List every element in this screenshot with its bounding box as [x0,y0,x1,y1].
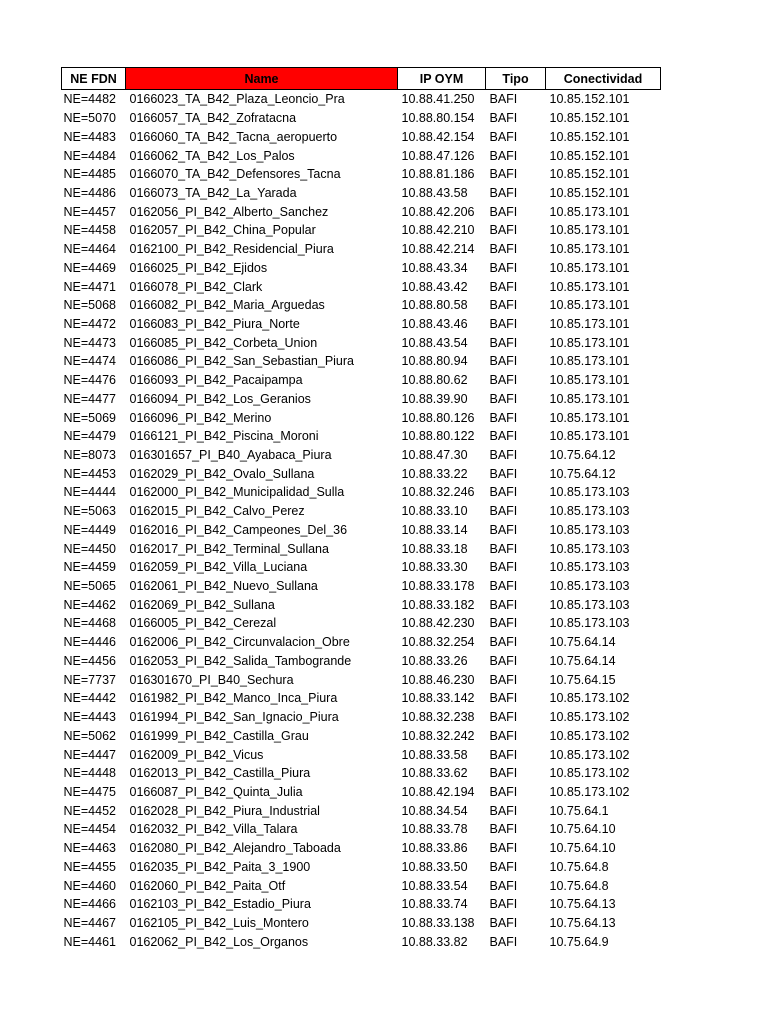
name-cell[interactable]: 0162060_PI_B42_Paita_Otf [129,878,286,893]
tipo-cell[interactable]: BAFI [489,579,518,594]
conectividad-cell[interactable]: 10.85.173.101 [549,298,630,313]
ip-oym-cell[interactable]: 10.88.80.122 [401,429,475,444]
table-row[interactable] [62,652,661,671]
ip-oym-cell[interactable]: 10.88.80.154 [401,111,475,126]
tipo-cell[interactable]: BAFI [489,859,518,874]
ip-oym-cell[interactable]: 10.88.33.58 [401,747,468,762]
ip-oym-cell[interactable]: 10.88.42.230 [401,616,475,631]
conectividad-cell[interactable]: 10.85.173.103 [549,560,630,575]
tipo-cell[interactable]: BAFI [489,335,518,350]
ne-fdn-cell[interactable]: NE=4455 [63,859,116,874]
tipo-cell[interactable]: BAFI [489,747,518,762]
tipo-cell[interactable]: BAFI [489,111,518,126]
conectividad-cell[interactable]: 10.85.173.103 [549,597,630,612]
conectividad-cell[interactable]: 10.75.64.13 [549,915,616,930]
conectividad-cell[interactable]: 10.85.173.102 [549,784,630,799]
ip-oym-cell[interactable]: 10.88.47.30 [401,448,468,463]
tipo-cell[interactable]: BAFI [489,148,518,163]
ip-oym-cell[interactable]: 10.88.33.22 [401,466,468,481]
name-cell[interactable]: 0162000_PI_B42_Municipalidad_Sulla [129,485,345,500]
ip-oym-cell[interactable]: 10.88.42.210 [401,223,475,238]
tipo-cell[interactable]: BAFI [489,298,518,313]
table-row[interactable] [62,764,661,783]
ne-fdn-cell[interactable]: NE=4475 [63,784,116,799]
name-cell[interactable]: 0166087_PI_B42_Quinta_Julia [129,784,303,799]
table-row[interactable] [62,801,661,820]
header-conectividad[interactable]: Conectividad [546,68,661,90]
conectividad-cell[interactable]: 10.85.152.101 [549,111,630,126]
name-cell[interactable]: 0162080_PI_B42_Alejandro_Taboada [129,841,341,856]
table-row[interactable] [62,708,661,727]
table-row[interactable] [62,839,661,858]
table-row[interactable] [62,221,661,240]
ip-oym-cell[interactable]: 10.88.46.230 [401,672,475,687]
ip-oym-cell[interactable]: 10.88.33.14 [401,522,468,537]
ip-oym-cell[interactable]: 10.88.42.214 [401,242,475,257]
table-header [62,68,661,90]
name-cell[interactable]: 0162056_PI_B42_Alberto_Sanchez [129,204,329,219]
header-ip-oym[interactable]: IP OYM [398,68,486,90]
ip-oym-cell[interactable]: 10.88.43.58 [401,185,468,200]
tipo-cell[interactable]: BAFI [489,204,518,219]
tipo-cell[interactable]: BAFI [489,185,518,200]
name-cell[interactable]: 0162103_PI_B42_Estadio_Piura [129,897,311,912]
ip-oym-cell[interactable]: 10.88.34.54 [401,803,468,818]
table-body [62,90,661,952]
ne-fdn-cell[interactable]: NE=4458 [63,223,116,238]
ne-fdn-cell[interactable]: NE=4459 [63,560,116,575]
tipo-cell[interactable]: BAFI [489,373,518,388]
ne-fdn-cell[interactable]: NE=4482 [63,92,116,107]
tipo-cell[interactable]: BAFI [489,410,518,425]
ne-fdn-cell[interactable]: NE=4473 [63,335,116,350]
conectividad-cell[interactable]: 10.85.173.103 [549,504,630,519]
ne-fdn-cell[interactable]: NE=4450 [63,541,116,556]
tipo-cell[interactable]: BAFI [489,728,518,743]
name-cell[interactable]: 0162017_PI_B42_Terminal_Sullana [129,541,329,556]
ne-fdn-cell[interactable]: NE=4449 [63,522,116,537]
name-cell[interactable]: 0162059_PI_B42_Villa_Luciana [129,560,308,575]
ip-oym-cell[interactable]: 10.88.80.126 [401,410,475,425]
conectividad-cell[interactable]: 10.75.64.9 [549,934,609,949]
tipo-cell[interactable]: BAFI [489,934,518,949]
ip-oym-cell[interactable]: 10.88.33.78 [401,822,468,837]
name-cell[interactable]: 0166083_PI_B42_Piura_Norte [129,316,300,331]
conectividad-cell[interactable]: 10.75.64.14 [549,635,616,650]
conectividad-cell[interactable]: 10.85.173.103 [549,579,630,594]
ne-fdn-cell[interactable]: NE=4466 [63,897,116,912]
table-row[interactable] [62,595,661,614]
ip-oym-cell[interactable]: 10.88.33.178 [401,579,475,594]
header-name[interactable]: Name [126,68,398,90]
conectividad-cell[interactable]: 10.85.173.101 [549,316,630,331]
header-tipo[interactable]: Tipo [486,68,546,90]
table-row[interactable] [62,202,661,221]
ne-fdn-cell[interactable]: NE=4476 [63,373,116,388]
table-row[interactable] [62,296,661,315]
ip-oym-cell[interactable]: 10.88.43.42 [401,279,468,294]
ne-fdn-cell[interactable]: NE=4461 [63,934,116,949]
table-row[interactable] [62,876,661,895]
ip-oym-cell[interactable]: 10.88.33.18 [401,541,468,556]
conectividad-cell[interactable]: 10.85.173.101 [549,242,630,257]
name-cell[interactable]: 0166086_PI_B42_San_Sebastian_Piura [129,354,354,369]
tipo-cell[interactable]: BAFI [489,597,518,612]
ip-oym-cell[interactable]: 10.88.33.54 [401,878,468,893]
tipo-cell[interactable]: BAFI [489,522,518,537]
name-cell[interactable]: 0166070_TA_B42_Defensores_Tacna [129,167,341,182]
table-row[interactable] [62,914,661,933]
ne-fdn-cell[interactable]: NE=5069 [63,410,116,425]
table-row[interactable] [62,502,661,521]
conectividad-cell[interactable]: 10.75.64.12 [549,448,616,463]
ip-oym-cell[interactable]: 10.88.41.250 [401,92,475,107]
conectividad-cell[interactable]: 10.75.64.10 [549,841,616,856]
ip-oym-cell[interactable]: 10.88.32.238 [401,710,475,725]
table-row[interactable] [62,820,661,839]
conectividad-cell[interactable]: 10.85.173.102 [549,710,630,725]
conectividad-cell[interactable]: 10.85.173.101 [549,279,630,294]
conectividad-cell[interactable]: 10.75.64.10 [549,822,616,837]
name-cell[interactable]: 0162035_PI_B42_Paita_3_1900 [129,859,311,874]
conectividad-cell[interactable]: 10.85.173.101 [549,223,630,238]
table-row[interactable] [62,745,661,764]
ip-oym-cell[interactable]: 10.88.43.34 [401,260,468,275]
ne-fdn-cell[interactable]: NE=4443 [63,710,116,725]
tipo-cell[interactable]: BAFI [489,354,518,369]
tipo-cell[interactable]: BAFI [489,223,518,238]
ip-oym-cell[interactable]: 10.88.42.154 [401,129,475,144]
name-cell[interactable]: 0166094_PI_B42_Los_Geranios [129,391,311,406]
name-cell[interactable]: 016301657_PI_B40_Ayabaca_Piura [129,448,332,463]
conectividad-cell[interactable]: 10.85.173.101 [549,373,630,388]
tipo-cell[interactable]: BAFI [489,167,518,182]
table-row[interactable] [62,390,661,409]
tipo-cell[interactable]: BAFI [489,391,518,406]
ne-fdn-cell[interactable]: NE=5063 [63,504,116,519]
ip-oym-cell[interactable]: 10.88.33.142 [401,691,475,706]
tipo-cell[interactable]: BAFI [489,915,518,930]
table-row[interactable] [62,726,661,745]
ne-fdn-cell[interactable]: NE=4474 [63,354,116,369]
ip-oym-cell[interactable]: 10.88.33.138 [401,915,475,930]
tipo-cell[interactable]: BAFI [489,672,518,687]
ne-fdn-cell[interactable]: NE=4456 [63,653,116,668]
header-ne-fdn[interactable]: NE FDN [62,68,126,90]
conectividad-cell[interactable]: 10.85.173.101 [549,204,630,219]
table-row[interactable] [62,165,661,184]
ne-fdn-cell[interactable]: NE=8073 [63,448,116,463]
ne-fdn-cell[interactable]: NE=4469 [63,260,116,275]
ne-fdn-cell[interactable]: NE=4454 [63,822,116,837]
table-row[interactable] [62,464,661,483]
conectividad-cell[interactable]: 10.85.152.101 [549,148,630,163]
table-row[interactable] [62,315,661,334]
conectividad-cell[interactable]: 10.75.64.13 [549,897,616,912]
table-row[interactable] [62,857,661,876]
name-cell[interactable]: 0162100_PI_B42_Residencial_Piura [129,242,334,257]
ip-oym-cell[interactable]: 10.88.39.90 [401,391,468,406]
table-row[interactable] [62,614,661,633]
ne-fdn-cell[interactable]: NE=4485 [63,167,116,182]
tipo-cell[interactable]: BAFI [489,485,518,500]
table-row[interactable] [62,446,661,465]
name-cell[interactable]: 0162013_PI_B42_Castilla_Piura [129,766,311,781]
conectividad-cell[interactable]: 10.75.64.1 [549,803,609,818]
name-cell[interactable]: 0162105_PI_B42_Luis_Montero [129,915,309,930]
tipo-cell[interactable]: BAFI [489,822,518,837]
conectividad-cell[interactable]: 10.85.173.103 [549,616,630,631]
ne-fdn-cell[interactable]: NE=4452 [63,803,116,818]
ne-fdn-cell[interactable]: NE=4457 [63,204,116,219]
tipo-cell[interactable]: BAFI [489,448,518,463]
tipo-cell[interactable]: BAFI [489,878,518,893]
ne-fdn-cell[interactable]: NE=4444 [63,485,116,500]
tipo-cell[interactable]: BAFI [489,691,518,706]
conectividad-cell[interactable]: 10.85.173.101 [549,335,630,350]
tipo-cell[interactable]: BAFI [489,803,518,818]
ip-oym-cell[interactable]: 10.88.43.46 [401,316,468,331]
conectividad-cell[interactable]: 10.75.64.8 [549,878,609,893]
tipo-cell[interactable]: BAFI [489,560,518,575]
ip-oym-cell[interactable]: 10.88.33.30 [401,560,468,575]
name-cell[interactable]: 016301670_PI_B40_Sechura [129,672,294,687]
table-row[interactable] [62,427,661,446]
conectividad-cell[interactable]: 10.85.173.102 [549,747,630,762]
table-row[interactable] [62,371,661,390]
tipo-cell[interactable]: BAFI [489,653,518,668]
ip-oym-cell[interactable]: 10.88.42.206 [401,204,475,219]
conectividad-cell[interactable]: 10.85.152.101 [549,129,630,144]
ip-oym-cell[interactable]: 10.88.47.126 [401,148,475,163]
table-row[interactable] [62,633,661,652]
name-cell[interactable]: 0166025_PI_B42_Ejidos [129,260,268,275]
ne-fdn-cell[interactable]: NE=5070 [63,111,116,126]
ip-oym-cell[interactable]: 10.88.32.246 [401,485,475,500]
conectividad-cell[interactable]: 10.85.173.102 [549,728,630,743]
ne-fdn-cell[interactable]: NE=4446 [63,635,116,650]
ip-oym-cell[interactable]: 10.88.33.10 [401,504,468,519]
name-cell[interactable]: 0162028_PI_B42_Piura_Industrial [129,803,320,818]
ne-fdn-cell[interactable]: NE=4484 [63,148,116,163]
table-row[interactable] [62,932,661,951]
name-cell[interactable]: 0166121_PI_B42_Piscina_Moroni [129,429,319,444]
conectividad-cell[interactable]: 10.75.64.14 [549,653,616,668]
table-row[interactable] [62,90,661,109]
table-row[interactable] [62,109,661,128]
ip-oym-cell[interactable]: 10.88.33.74 [401,897,468,912]
conectividad-cell[interactable]: 10.85.173.103 [549,541,630,556]
tipo-cell[interactable]: BAFI [489,242,518,257]
conectividad-cell[interactable]: 10.85.173.101 [549,410,630,425]
table-row[interactable] [62,352,661,371]
ip-oym-cell[interactable]: 10.88.43.54 [401,335,468,350]
tipo-cell[interactable]: BAFI [489,541,518,556]
name-cell[interactable]: 0162029_PI_B42_Ovalo_Sullana [129,466,315,481]
tipo-cell[interactable]: BAFI [489,316,518,331]
ip-oym-cell[interactable]: 10.88.42.194 [401,784,475,799]
conectividad-cell[interactable]: 10.75.64.15 [549,672,616,687]
tipo-cell[interactable]: BAFI [489,710,518,725]
name-cell[interactable]: 0166060_TA_B42_Tacna_aeropuerto [129,129,338,144]
ip-oym-cell[interactable]: 10.88.80.94 [401,354,468,369]
ne-fdn-cell[interactable]: NE=4442 [63,691,116,706]
conectividad-cell[interactable]: 10.75.64.8 [549,859,609,874]
tipo-cell[interactable]: BAFI [489,504,518,519]
table-row[interactable] [62,408,661,427]
name-cell[interactable]: 0166023_TA_B42_Plaza_Leoncio_Pra [129,92,345,107]
table-row[interactable] [62,483,661,502]
name-cell[interactable]: 0162053_PI_B42_Salida_Tambogrande [129,653,352,668]
name-cell[interactable]: 0161999_PI_B42_Castilla_Grau [129,728,309,743]
table-row[interactable] [62,558,661,577]
name-cell[interactable]: 0166096_PI_B42_Merino [129,410,272,425]
conectividad-cell[interactable]: 10.85.173.101 [549,429,630,444]
ne-fdn-cell[interactable]: NE=4483 [63,129,116,144]
tipo-cell[interactable]: BAFI [489,841,518,856]
tipo-cell[interactable]: BAFI [489,897,518,912]
ip-oym-cell[interactable]: 10.88.33.82 [401,934,468,949]
table-row[interactable] [62,670,661,689]
table-row[interactable] [62,689,661,708]
ne-fdn-cell[interactable]: NE=4460 [63,878,116,893]
tipo-cell[interactable]: BAFI [489,616,518,631]
ip-oym-cell[interactable]: 10.88.33.50 [401,859,468,874]
table-row[interactable] [62,783,661,802]
conectividad-cell[interactable]: 10.85.173.102 [549,691,630,706]
ne-fdn-cell[interactable]: NE=4477 [63,391,116,406]
ne-fdn-cell[interactable]: NE=4486 [63,185,116,200]
conectividad-cell[interactable]: 10.85.173.101 [549,354,630,369]
name-cell[interactable]: 0162032_PI_B42_Villa_Talara [129,822,298,837]
ip-oym-cell[interactable]: 10.88.33.86 [401,841,468,856]
ne-fdn-cell[interactable]: NE=5065 [63,579,116,594]
name-cell[interactable]: 0166078_PI_B42_Clark [129,279,263,294]
ne-fdn-cell[interactable]: NE=4468 [63,616,116,631]
conectividad-cell[interactable]: 10.85.152.101 [549,185,630,200]
table-row[interactable] [62,521,661,540]
conectividad-cell[interactable]: 10.85.152.101 [549,92,630,107]
ne-fdn-cell[interactable]: NE=4467 [63,915,116,930]
tipo-cell[interactable]: BAFI [489,784,518,799]
name-cell[interactable]: 0166062_TA_B42_Los_Palos [129,148,295,163]
ne-fdn-cell[interactable]: NE=7737 [63,672,116,687]
name-cell[interactable]: 0166073_TA_B42_La_Yarada [129,185,297,200]
name-cell[interactable]: 0166082_PI_B42_Maria_Arguedas [129,298,325,313]
ip-oym-cell[interactable]: 10.88.33.26 [401,653,468,668]
ip-oym-cell[interactable]: 10.88.33.182 [401,597,475,612]
ne-fdn-cell[interactable]: NE=4471 [63,279,116,294]
tipo-cell[interactable]: BAFI [489,129,518,144]
ip-oym-cell[interactable]: 10.88.81.186 [401,167,475,182]
name-cell[interactable]: 0166085_PI_B42_Corbeta_Union [129,335,318,350]
table-row[interactable] [62,577,661,596]
ne-fdn-cell[interactable]: NE=4447 [63,747,116,762]
tipo-cell[interactable]: BAFI [489,279,518,294]
name-cell[interactable]: 0161982_PI_B42_Manco_Inca_Piura [129,691,338,706]
conectividad-cell[interactable]: 10.75.64.12 [549,466,616,481]
ip-oym-cell[interactable]: 10.88.32.254 [401,635,475,650]
name-cell[interactable]: 0166005_PI_B42_Cerezal [129,616,277,631]
ne-fdn-cell[interactable]: NE=4472 [63,316,116,331]
tipo-cell[interactable]: BAFI [489,260,518,275]
tipo-cell[interactable]: BAFI [489,429,518,444]
tipo-cell[interactable]: BAFI [489,466,518,481]
ne-fdn-cell[interactable]: NE=4453 [63,466,116,481]
conectividad-cell[interactable]: 10.85.173.102 [549,766,630,781]
ip-oym-cell[interactable]: 10.88.33.62 [401,766,468,781]
name-cell[interactable]: 0166093_PI_B42_Pacaipampa [129,373,303,388]
name-cell[interactable]: 0162062_PI_B42_Los_Organos [129,934,309,949]
name-cell[interactable]: 0162006_PI_B42_Circunvalacion_Obre [129,635,350,650]
ne-fdn-cell[interactable]: NE=5068 [63,298,116,313]
ne-fdn-cell[interactable]: NE=4462 [63,597,116,612]
table-row[interactable] [62,333,661,352]
tipo-cell[interactable]: BAFI [489,92,518,107]
table-row[interactable] [62,146,661,165]
table-row[interactable] [62,277,661,296]
name-cell[interactable]: 0162016_PI_B42_Campeones_Del_36 [129,522,348,537]
conectividad-cell[interactable]: 10.85.173.101 [549,391,630,406]
table-row[interactable] [62,539,661,558]
name-cell[interactable]: 0162015_PI_B42_Calvo_Perez [129,504,305,519]
ip-oym-cell[interactable]: 10.88.80.62 [401,373,468,388]
network-elements-table [61,67,661,951]
name-cell[interactable]: 0162061_PI_B42_Nuevo_Sullana [129,579,318,594]
ip-oym-cell[interactable]: 10.88.80.58 [401,298,468,313]
table-row[interactable] [62,258,661,277]
ne-fdn-cell[interactable]: NE=4448 [63,766,116,781]
table-row[interactable] [62,184,661,203]
tipo-cell[interactable]: BAFI [489,635,518,650]
name-cell[interactable]: 0162069_PI_B42_Sullana [129,597,275,612]
header-row [62,68,661,90]
table-row[interactable] [62,127,661,146]
ne-fdn-cell[interactable]: NE=4464 [63,242,116,257]
table-row[interactable] [62,895,661,914]
table-row[interactable] [62,240,661,259]
name-cell[interactable]: 0162057_PI_B42_China_Popular [129,223,316,238]
ne-fdn-cell[interactable]: NE=4463 [63,841,116,856]
name-cell[interactable]: 0166057_TA_B42_Zofratacna [129,111,297,126]
name-cell[interactable]: 0161994_PI_B42_San_Ignacio_Piura [129,710,339,725]
conectividad-cell[interactable]: 10.85.173.101 [549,260,630,275]
tipo-cell[interactable]: BAFI [489,766,518,781]
name-cell[interactable]: 0162009_PI_B42_Vicus [129,747,264,762]
conectividad-cell[interactable]: 10.85.173.103 [549,485,630,500]
ne-fdn-cell[interactable]: NE=4479 [63,429,116,444]
conectividad-cell[interactable]: 10.85.173.103 [549,522,630,537]
ne-fdn-cell[interactable]: NE=5062 [63,728,116,743]
ip-oym-cell[interactable]: 10.88.32.242 [401,728,475,743]
conectividad-cell[interactable]: 10.85.152.101 [549,167,630,182]
